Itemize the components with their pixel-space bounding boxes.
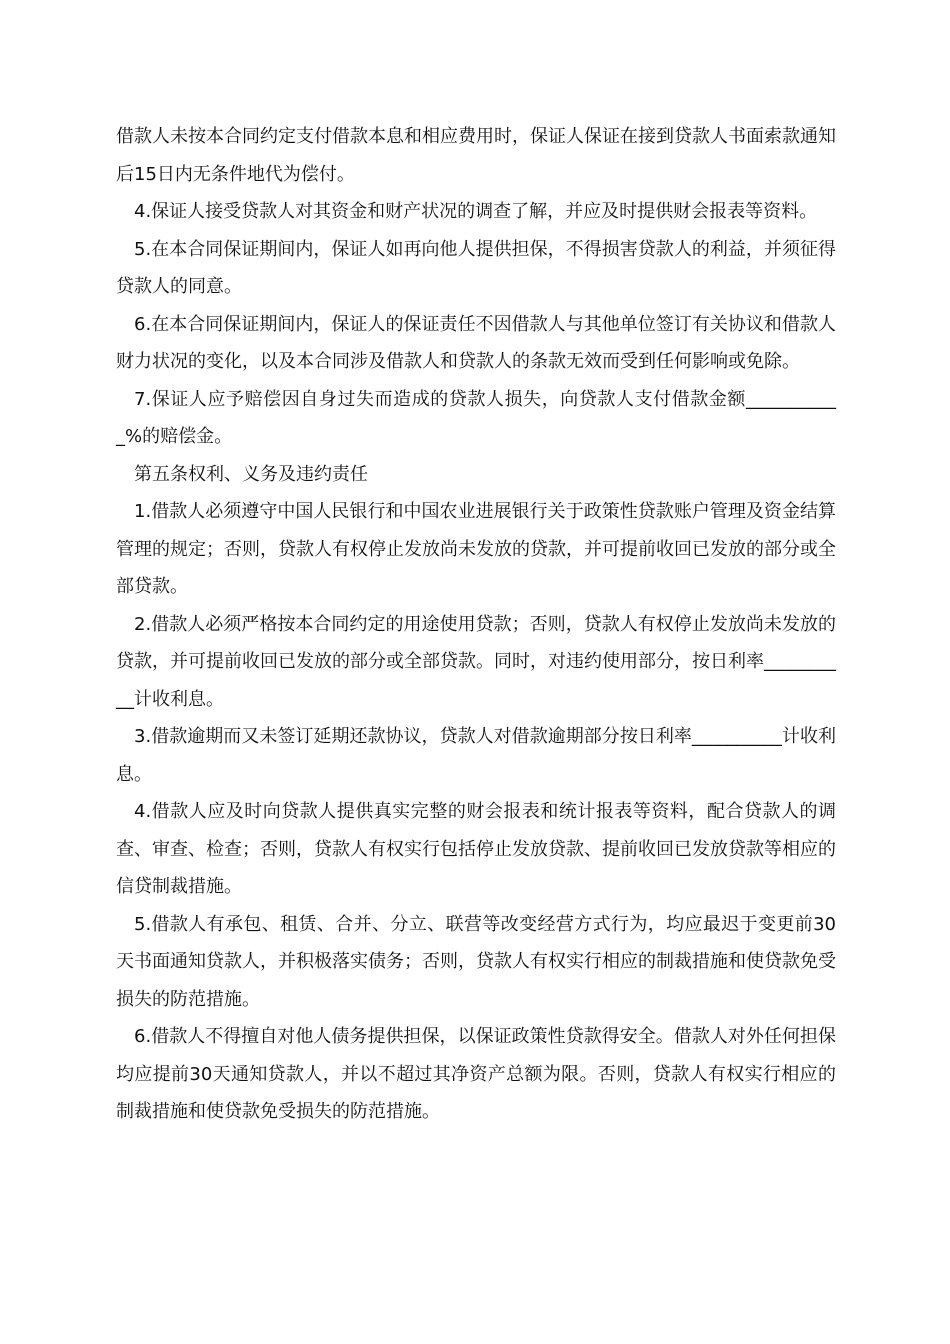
paragraph-intro: 借款人未按本合同约定支付借款本息和相应费用时，保证人保证在接到贷款人书面索款通知后15日内无条件地代为偿付。	[116, 126, 836, 185]
paragraph-duty-6: 6.借款人不得擅自对他人债务提供担保，以保证政策性贷款得安全。借款人对外任何担保均应提前30天通知贷款人，并以不超过其净资产总额为限。否则，贷款人有权实行相应的制裁措施和使贷款免受损失的防范措施。	[116, 1026, 836, 1122]
article-5-heading: 第五条权利、义务及违约责任	[134, 463, 368, 485]
document-page	[116, 118, 836, 1131]
paragraph-duty-1: 1.借款人必须遵守中国人民银行和中国农业进展银行关于政策性贷款账户管理及资金结算管理的规定；否则，贷款人有权停止发放尚未发放的贷款，并可提前收回已发放的部分或全部贷款。	[116, 501, 836, 597]
paragraph-duty-2: 2.借款人必须严格按本合同约定的用途使用贷款；否则，贷款人有权停止发放尚未发放的贷款，并可提前收回已发放的部分或全部贷款。同时，对违约使用部分，按日利率__________计收利息。	[116, 613, 836, 710]
paragraph-duty-3: 3.借款逾期而又未签订延期还款协议，贷款人对借款逾期部分按日利率__________计收利息。	[116, 726, 836, 785]
paragraph-guarantee-7: 7.保证人应予赔偿因自身过失而造成的贷款人损失，向贷款人支付借款金额___________%的赔偿金。	[116, 388, 836, 447]
paragraph-duty-4: 4.借款人应及时向贷款人提供真实完整的财会报表和统计报表等资料，配合贷款人的调查、审查、检查；否则，贷款人有权实行包括停止发放贷款、提前收回已发放贷款等相应的信贷制裁措施。	[116, 801, 836, 897]
paragraph-duty-5: 5.借款人有承包、租赁、合并、分立、联营等改变经营方式行为，均应最迟于变更前30天书面通知贷款人，并积极落实债务；否则，贷款人有权实行相应的制裁措施和使贷款免受损失的防范措施。	[116, 913, 836, 1010]
paragraph-guarantee-5: 5.在本合同保证期间内，保证人如再向他人提供担保，不得损害贷款人的利益，并须征得贷款人的同意。	[116, 238, 836, 297]
paragraph-guarantee-6: 6.在本合同保证期间内，保证人的保证责任不因借款人与其他单位签订有关协议和借款人财力状况的变化，以及本合同涉及借款人和贷款人的条款无效而受到任何影响或免除。	[116, 313, 836, 372]
paragraph-guarantee-4: 4.保证人接受贷款人对其资金和财产状况的调查了解，并应及时提供财会报表等资料。	[134, 201, 818, 222]
